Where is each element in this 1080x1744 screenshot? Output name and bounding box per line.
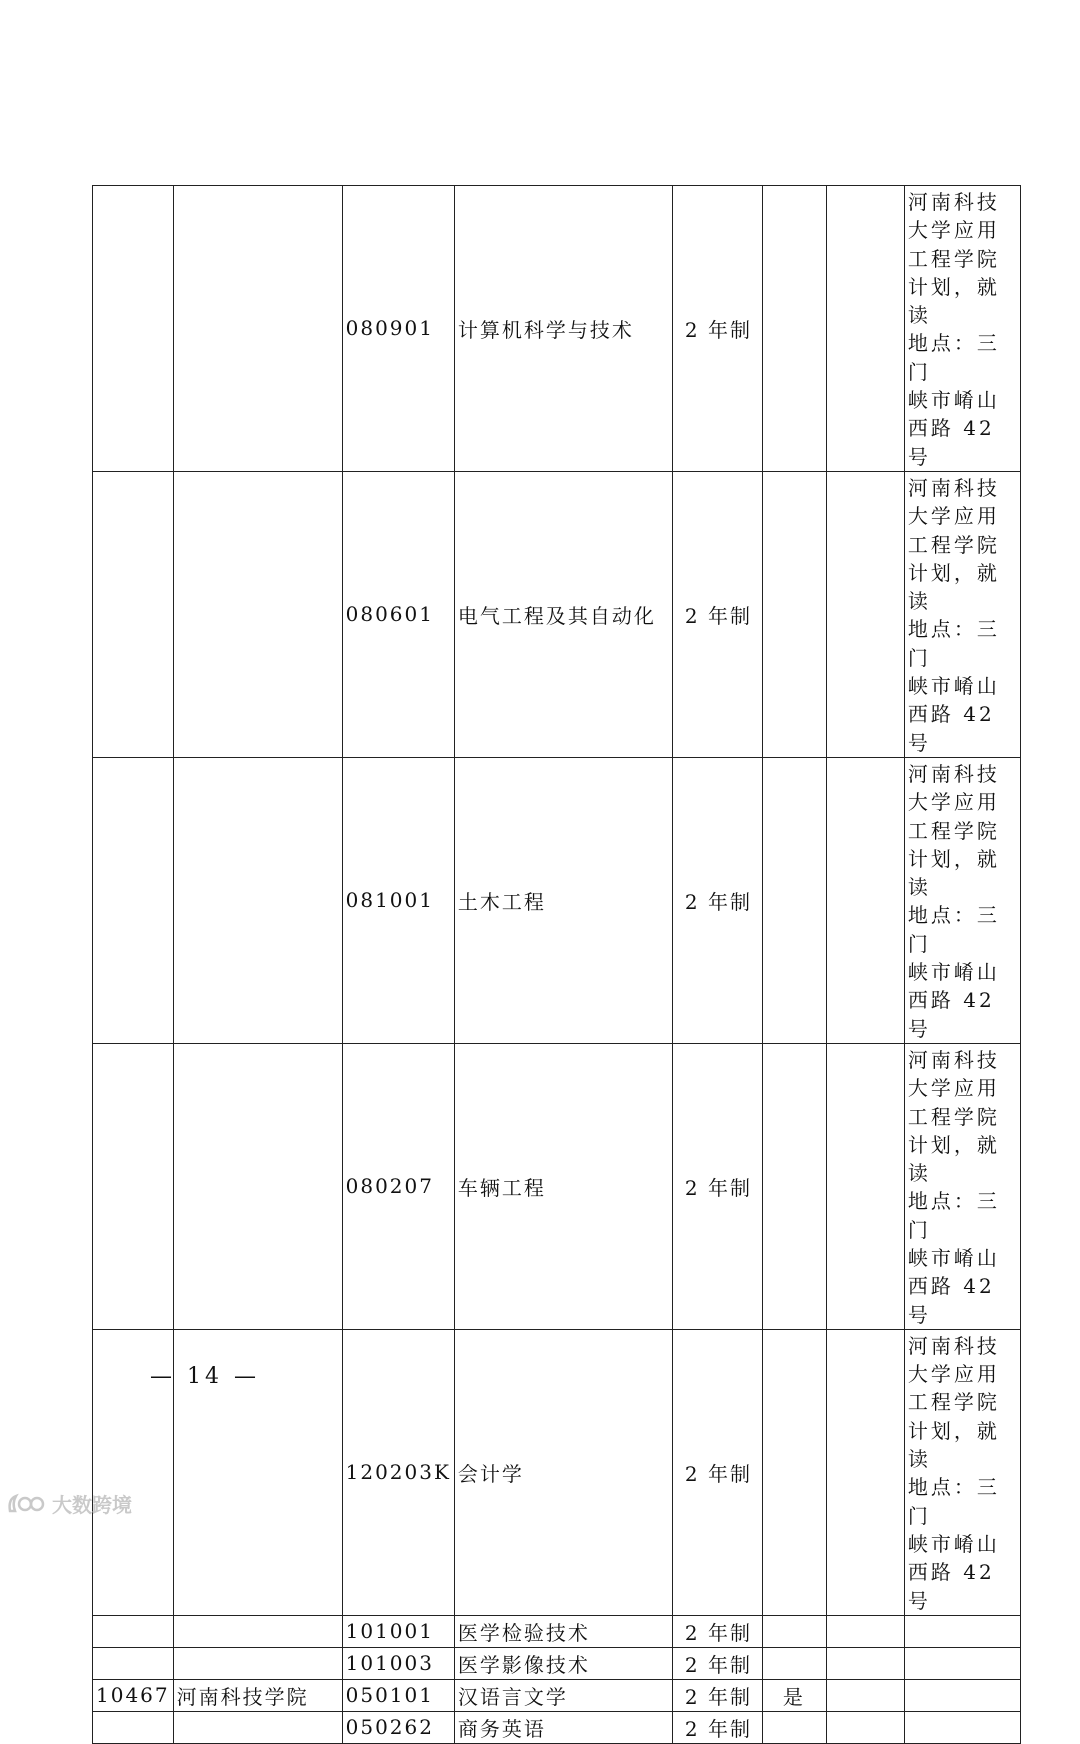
major-code-cell: 080901 <box>342 186 454 472</box>
notes-line: 地点：三门 <box>907 617 1000 670</box>
duration-cell: 2 年制 <box>672 471 762 757</box>
notes-cell <box>904 1711 1020 1743</box>
notes-cell <box>904 1043 1020 1329</box>
notes-line: 西路 42 号 <box>907 1274 995 1327</box>
table-row <box>93 1711 1021 1743</box>
flag-cell: 是 <box>762 1679 826 1711</box>
major-name-cell: 会计学 <box>454 1329 672 1615</box>
empty-cell <box>826 1679 904 1711</box>
flag-cell <box>762 1615 826 1647</box>
major-code-cell: 081001 <box>342 757 454 1043</box>
flag-cell <box>762 1711 826 1743</box>
notes-line: 大学应用 <box>907 1362 1000 1387</box>
table-row <box>93 1615 1021 1647</box>
flag-cell <box>762 1043 826 1329</box>
empty-cell <box>826 471 904 757</box>
school-code-cell <box>93 471 174 757</box>
major-name-cell: 医学影像技术 <box>454 1647 672 1679</box>
notes-line: 工程学院 <box>907 532 1000 557</box>
duration-cell: 2 年制 <box>672 1647 762 1679</box>
flag-cell <box>762 757 826 1043</box>
school-name-cell <box>173 186 342 472</box>
empty-cell <box>826 1711 904 1743</box>
notes-line: 计划，就读 <box>907 846 1000 900</box>
empty-cell <box>826 1647 904 1679</box>
duration-cell: 2 年制 <box>672 1043 762 1329</box>
notes-line: 工程学院 <box>907 1104 1000 1129</box>
notes-line: 西路 42 号 <box>907 1560 995 1613</box>
notes-line: 峡市崤山 <box>907 960 1000 985</box>
major-name-cell: 电气工程及其自动化 <box>454 471 672 757</box>
notes-line: 地点：三门 <box>907 1189 1000 1242</box>
notes-line: 地点：三门 <box>907 903 1000 956</box>
notes-line: 峡市崤山 <box>907 674 1000 699</box>
notes-line: 大学应用 <box>907 1076 1000 1101</box>
notes-line: 计划，就读 <box>907 560 1000 614</box>
notes-cell <box>904 471 1020 757</box>
major-code-cell: 120203K <box>342 1329 454 1615</box>
table-row <box>93 186 1021 472</box>
major-name-cell: 计算机科学与技术 <box>454 186 672 472</box>
notes-line: 大学应用 <box>907 504 1000 529</box>
school-code-cell <box>93 1615 174 1647</box>
notes-cell <box>904 757 1020 1043</box>
notes-line: 河南科技 <box>907 190 1000 214</box>
empty-cell <box>826 1615 904 1647</box>
notes-cell <box>904 1647 1020 1679</box>
major-code-cell: 101001 <box>342 1615 454 1647</box>
table-row <box>93 471 1021 757</box>
table-row <box>93 1043 1021 1329</box>
school-name-cell: 河南科技学院 <box>173 1679 342 1711</box>
enrollment-table-wrapper <box>92 185 1021 1744</box>
notes-line: 工程学院 <box>907 1390 1000 1415</box>
notes-line: 河南科技 <box>907 1333 1000 1358</box>
duration-cell: 2 年制 <box>672 1329 762 1615</box>
flag-cell <box>762 1647 826 1679</box>
duration-cell: 2 年制 <box>672 1711 762 1743</box>
notes-line: 河南科技 <box>907 761 1000 786</box>
empty-cell <box>826 757 904 1043</box>
major-code-cell: 080601 <box>342 471 454 757</box>
notes-cell <box>904 186 1020 472</box>
major-name-cell: 商务英语 <box>454 1711 672 1743</box>
notes-line: 峡市崤山 <box>907 388 1000 413</box>
school-name-cell <box>173 1647 342 1679</box>
notes-line: 西路 42 号 <box>907 416 995 469</box>
major-name-cell: 车辆工程 <box>454 1043 672 1329</box>
major-code-cell: 101003 <box>342 1647 454 1679</box>
major-code-cell: 050262 <box>342 1711 454 1743</box>
notes-line: 大学应用 <box>907 790 1000 815</box>
notes-line: 地点：三门 <box>907 331 1000 384</box>
notes-line: 大学应用 <box>907 218 1000 243</box>
table-row <box>93 1679 1021 1711</box>
notes-line: 河南科技 <box>907 475 1000 500</box>
school-name-cell <box>173 757 342 1043</box>
table-row <box>93 757 1021 1043</box>
flag-cell <box>762 471 826 757</box>
notes-line: 地点：三门 <box>907 1475 1000 1528</box>
empty-cell <box>826 1043 904 1329</box>
school-code-cell <box>93 757 174 1043</box>
school-code-cell: 10467 <box>93 1679 174 1711</box>
notes-line: 工程学院 <box>907 818 1000 843</box>
table-row <box>93 1647 1021 1679</box>
notes-line: 西路 42 号 <box>907 702 995 755</box>
notes-cell <box>904 1679 1020 1711</box>
school-code-cell <box>93 186 174 472</box>
notes-line: 西路 42 号 <box>907 988 995 1041</box>
school-code-cell <box>93 1711 174 1743</box>
page-number: — 14 — <box>150 1364 260 1389</box>
school-name-cell <box>173 471 342 757</box>
notes-line: 河南科技 <box>907 1047 1000 1072</box>
flag-cell <box>762 1329 826 1615</box>
watermark-text: 大数跨境 <box>52 1493 132 1517</box>
notes-line: 工程学院 <box>907 246 1000 271</box>
notes-line: 计划，就读 <box>907 274 1000 328</box>
empty-cell <box>826 1329 904 1615</box>
duration-cell: 2 年制 <box>672 1679 762 1711</box>
school-code-cell <box>93 1647 174 1679</box>
watermark <box>6 1489 132 1518</box>
major-code-cell: 050101 <box>342 1679 454 1711</box>
major-code-cell: 080207 <box>342 1043 454 1329</box>
major-name-cell: 土木工程 <box>454 757 672 1043</box>
table-body <box>93 186 1021 1744</box>
duration-cell: 2 年制 <box>672 186 762 472</box>
empty-cell <box>826 186 904 472</box>
school-name-cell <box>173 1711 342 1743</box>
flag-cell <box>762 186 826 472</box>
notes-cell <box>904 1329 1020 1615</box>
notes-line: 计划，就读 <box>907 1132 1000 1186</box>
notes-line: 峡市崤山 <box>907 1245 1000 1270</box>
enrollment-table <box>92 185 1021 1744</box>
school-code-cell <box>93 1043 174 1329</box>
notes-cell <box>904 1615 1020 1647</box>
major-name-cell: 医学检验技术 <box>454 1615 672 1647</box>
school-name-cell <box>173 1043 342 1329</box>
duration-cell: 2 年制 <box>672 757 762 1043</box>
school-name-cell <box>173 1615 342 1647</box>
major-name-cell: 汉语言文学 <box>454 1679 672 1711</box>
notes-line: 计划，就读 <box>907 1418 1000 1472</box>
duration-cell: 2 年制 <box>672 1615 762 1647</box>
watermark-logo-icon <box>6 1491 46 1517</box>
notes-line: 峡市崤山 <box>907 1531 1000 1556</box>
